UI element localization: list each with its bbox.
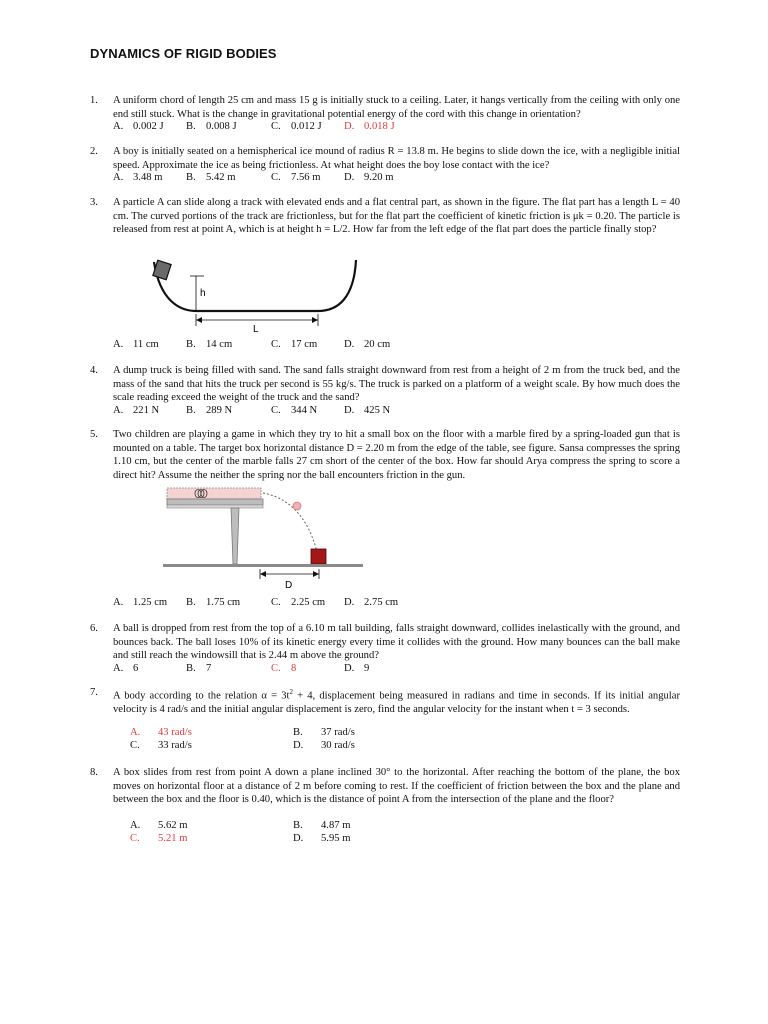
question-number: 2. <box>90 146 98 157</box>
option-a[interactable]: A. 1.25 cm <box>113 597 168 608</box>
track-curve <box>154 260 356 311</box>
question-text: A box slides from rest from point A down a plane inclined 30° to the horizontal. After reaching the bottom of the plane, the box moves on horizontal floor at a distance of 2 m before coming to rest. If the coefficient of friction between the box and the plane and between the box and the floor is 0.40, which is the distance of point A from the intersection of the plane and the floor? <box>113 767 680 806</box>
gun-barrel <box>167 488 261 499</box>
option-d[interactable]: D. 9.20 m <box>344 172 394 183</box>
option-a[interactable]: A. 6 <box>113 663 139 674</box>
question-text: A particle A can slide along a track with elevated ends and a flat central part, as shown in the figure. The flat part has a length L = 40 cm. The curved portions of the track are frictionless, but for the flat part the coefficient of kinetic friction is μk = 0.20. The particle is released from rest at point A, which is at height h = L/2. How far from the left edge of the flat part does the particle finally stop? <box>113 197 680 236</box>
option-d[interactable]: D. 425 N <box>344 405 391 416</box>
option-b[interactable]: B. 5.42 m <box>186 172 236 183</box>
option-d[interactable]: D. 20 cm <box>344 339 391 350</box>
option-c[interactable]: C. 344 N <box>271 405 318 416</box>
option-a[interactable]: A. 3.48 m <box>113 172 163 183</box>
question-text: A body according to the relation $\alpha = 3t^2 + 4$, displacement being measured in radians and time in seconds. If its initial angular velocity is 4 rad/s and the initial angular displacement is zero, find the angular velocity for the instant when t = 3 seconds. <box>113 688 680 716</box>
option-c-correct[interactable]: C. 5.21 m <box>130 833 188 844</box>
distance-arrow-left <box>260 571 266 577</box>
option-b[interactable]: B. 37 rad/s <box>293 727 355 738</box>
marble-trajectory <box>263 493 317 552</box>
option-b[interactable]: B. 289 N <box>186 405 233 416</box>
question-number: 7. <box>90 687 98 698</box>
question-number: 3. <box>90 197 98 208</box>
option-b[interactable]: B. 14 cm <box>186 339 233 350</box>
question-text: Two children are playing a game in which they try to hit a small box on the floor with a marble fired by a spring-loaded gun that is mounted on a table. The target box horizontal distance D = 2.20 m from the edge of the table, see figure. Sansa compresses the spring 1.10 cm, but the center of the marble falls 27 cm short of the center of the box. How far should Arya compress the spring to score a direct hit? Assume the neither the spring nor the ball encounters friction in the gun. <box>113 429 680 481</box>
option-a[interactable]: A. 0.002 J <box>113 121 164 132</box>
option-c[interactable]: C. 17 cm <box>271 339 318 350</box>
question-3 <box>90 196 680 237</box>
option-d[interactable]: D. 30 rad/s <box>293 740 355 751</box>
option-a[interactable]: A. 11 cm <box>113 339 159 350</box>
option-a-correct[interactable]: A. 43 rad/s <box>130 727 192 738</box>
distance-label: D <box>285 580 293 591</box>
question-7 <box>90 686 680 751</box>
option-d[interactable]: D. 5.95 m <box>293 833 351 844</box>
question-2 <box>90 145 680 183</box>
marble <box>293 502 301 510</box>
option-c-correct[interactable]: C. 8 <box>271 663 297 674</box>
option-d-correct[interactable]: D. 0.018 J <box>344 121 395 132</box>
target-box <box>311 549 326 564</box>
height-label: h <box>200 288 206 299</box>
question-number: 6. <box>90 623 98 634</box>
particle-block <box>153 260 171 280</box>
track-figure <box>150 256 370 336</box>
page-title: DYNAMICS OF RIGID BODIES <box>90 46 277 61</box>
option-b[interactable]: B. 4.87 m <box>293 820 351 831</box>
distance-arrow-right <box>313 571 319 577</box>
option-b[interactable]: B. 0.008 J <box>186 121 237 132</box>
question-number: 5. <box>90 429 98 440</box>
question-number: 1. <box>90 95 98 106</box>
option-c[interactable]: C. 2.25 cm <box>271 597 326 608</box>
question-5 <box>90 428 680 482</box>
question-1 <box>90 94 680 132</box>
option-d[interactable]: D. 9 <box>344 663 370 674</box>
table-edge <box>167 505 263 508</box>
question-text: A uniform chord of length 25 cm and mass 15 g is initially stuck to a ceiling. Later, it hangs vertically from the ceiling with only one end still stuck. What is the change in gravitational potential energy of the cord with this change in orientation? <box>113 95 680 120</box>
length-arrow-right <box>312 317 318 323</box>
question-number: 8. <box>90 767 98 778</box>
option-a[interactable]: A. 5.62 m <box>130 820 188 831</box>
question-text: A dump truck is being filled with sand. The sand falls straight downward from rest from a height of 2 m from the truck bed, and the mass of the sand that hits the truck per second is 55 kg/s. The truck is parked on a platform of a weight scale. By how much does the scale reading exceed the weight of the truck and the sand? <box>113 365 680 404</box>
table-leg <box>231 508 239 564</box>
option-a[interactable]: A. 221 N <box>113 405 160 416</box>
table-top <box>167 499 263 505</box>
option-c[interactable]: C. 0.012 J <box>271 121 322 132</box>
question-6 <box>90 622 680 674</box>
option-b[interactable]: B. 7 <box>186 663 212 674</box>
question-number: 4. <box>90 365 98 376</box>
option-c[interactable]: C. 33 rad/s <box>130 740 192 751</box>
option-c[interactable]: C. 7.56 m <box>271 172 321 183</box>
option-d[interactable]: D. 2.75 cm <box>344 597 399 608</box>
length-label: L <box>253 324 259 335</box>
floor <box>163 564 363 567</box>
length-arrow-left <box>196 317 202 323</box>
option-b[interactable]: B. 1.75 cm <box>186 597 241 608</box>
question-8 <box>90 766 680 844</box>
question-4 <box>90 364 680 416</box>
gun-figure <box>163 484 383 594</box>
question-text: A boy is initially seated on a hemispherical ice mound of radius R = 13.8 m. He begins to slide down the ice, with a negligible initial speed. Approximate the ice as being frictionless. At what height does the boy lose contact with the ice? <box>113 146 680 171</box>
question-text: A ball is dropped from rest from the top of a 6.10 m tall building, falls straight downward, collides inelastically with the ground, and bounces back. The ball loses 10% of its kinetic energy every time it collides with the ground. How many bounces can the ball make and still reach the windowsill that is 2.44 m above the ground? <box>113 623 680 662</box>
